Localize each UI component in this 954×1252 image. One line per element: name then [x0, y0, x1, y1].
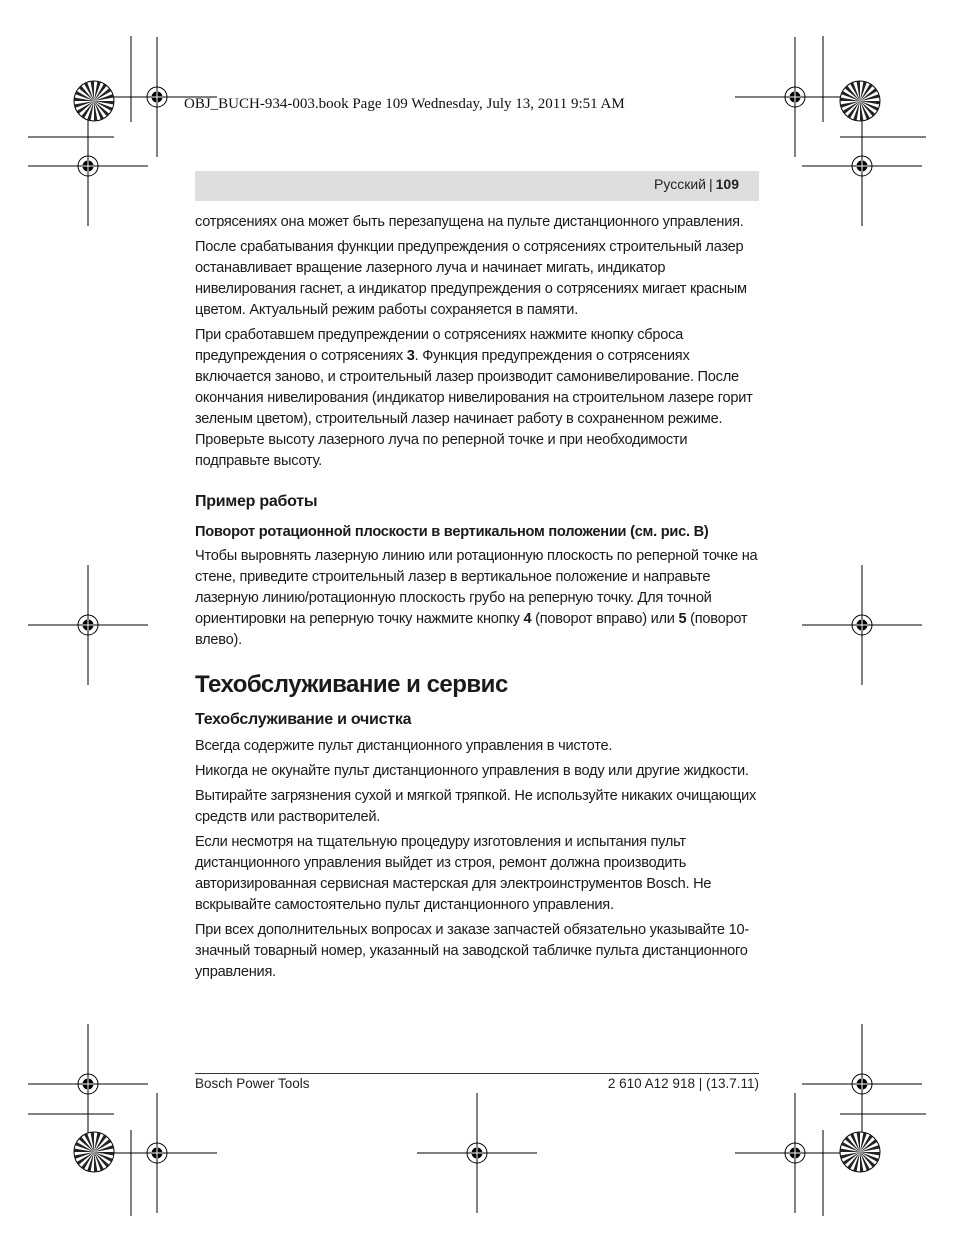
section-heading-example: Пример работы — [195, 493, 318, 510]
paragraph-reset-alert — [195, 325, 761, 472]
button-reference-4: 4 — [523, 611, 532, 627]
starburst-target-bottom-left — [74, 1132, 114, 1172]
button-reference-5: 5 — [678, 611, 687, 627]
print-info-line: OBJ_BUCH-934-003.book Page 109 Wednesday, July 13, 2011 9:51 AM — [184, 96, 625, 112]
text-run: (поворот вправо) или — [531, 611, 679, 627]
paragraph-alignment — [195, 546, 761, 651]
chapter-heading-service: Техобслуживание и сервис — [195, 671, 508, 698]
paragraph-keep-clean: Всегда содержите пульт дистанционного управления в чистоте. — [195, 738, 613, 754]
starburst-target-bottom-right — [840, 1132, 880, 1172]
subheading-rotation: Поворот ротационной плоскости в вертикальном положении (см. рис. B) — [195, 524, 709, 540]
header-language: Русский — [654, 176, 706, 192]
text-run: Чтобы выровнять лазерную линию или ротационную плоскость по реперной точке на стене, приведите строительный лазер в вертикальное положение и направьте лазерную линию/ротационную плоскость грубо на реперную точку. Для точной ориентировки на реперную точку нажмите кнопку — [195, 548, 758, 627]
footer-rule — [195, 1073, 759, 1074]
footer-brand: Bosch Power Tools — [195, 1076, 310, 1091]
header-separator: | — [709, 176, 713, 192]
starburst-target-top-left — [74, 81, 114, 121]
paragraph-no-immersion: Никогда не окунайте пульт дистанционного управления в воду или другие жидкости. — [195, 763, 749, 779]
starburst-target-top-right — [840, 81, 880, 121]
paragraph-spare-parts: При всех дополнительных вопросах и заказе запчастей обязательно указывайте 10-значный товарный номер, указанный на заводской табличке пульта дистанционного управления. — [195, 922, 749, 980]
paragraph-repair: Если несмотря на тщательную процедуру изготовления и испытания пульт дистанционного управления выйдет из строя, ремонт должна производить авторизированная сервисная мастерская для электроинструментов Bosch. Не вскрывайте самостоятельно пульт дистанционного управления. — [195, 834, 712, 913]
paragraph-shock-alert: После срабатывания функции предупреждения о сотрясениях строительный лазер останавливает вращение лазерного луча и начинает мигать, индикатор нивелирования гаснет, а индикатор предупреждения о сотрясениях мигает красным цветом. Актуальный режим работы сохраняется в памяти. — [195, 239, 747, 318]
header-text — [654, 176, 739, 192]
paragraph-restart: сотрясениях она может быть перезапущена на пульте дистанционного управления. — [195, 214, 744, 230]
paragraph-wipe: Вытирайте загрязнения сухой и мягкой тряпкой. Не используйте никаких очищающих средств или растворителей. — [195, 788, 757, 825]
footer-document-number: 2 610 A12 918 | (13.7.11) — [607, 1076, 759, 1091]
page-content — [195, 212, 761, 987]
page-number: 109 — [715, 176, 739, 192]
page-header — [195, 171, 759, 201]
section-heading-cleaning: Техобслуживание и очистка — [195, 711, 412, 728]
text-run: При сработавшем предупреждении о сотрясениях нажмите кнопку сброса предупреждения о сотрясениях — [195, 327, 684, 364]
text-run: . Функция предупреждения о сотрясениях включается заново, и строительный лазер производит самонивелирование. После окончания нивелирования (индикатор нивелирования на строительном лазере горит зеленым цветом), строительный лазер начинает работу в сохраненном режиме. Проверьте высоту лазерного луча по реперной точке и при необходимости подправьте высоту. — [195, 348, 753, 469]
button-reference-3: 3 — [406, 348, 415, 364]
text-run: (поворот влево). — [195, 611, 748, 648]
